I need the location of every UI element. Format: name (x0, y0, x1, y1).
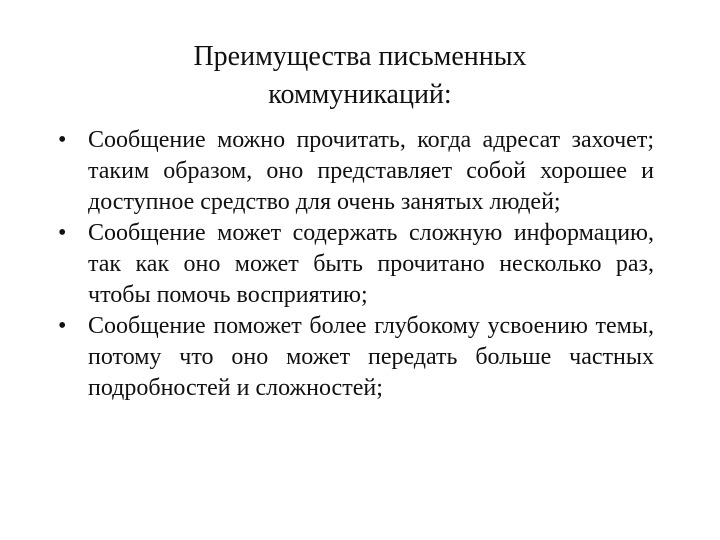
slide-title (0, 38, 720, 114)
bullet-text: Сообщение можно прочитать, когда адресат захочет; таким образом, оно представляет собой хорошее и доступное средство для очень занятых людей; (88, 127, 654, 215)
bullet-text: Сообщение поможет более глубокому усвоению темы, потому что оно может передать больше частных подробностей и сложностей; (88, 313, 654, 401)
bullet-text: Сообщение может содержать сложную информацию, так как оно может быть прочитано несколько раз, чтобы помочь восприятию; (88, 220, 654, 308)
bullet-icon: • (58, 313, 67, 339)
bullet-item (58, 125, 654, 218)
bullet-icon: • (58, 220, 67, 246)
slide-title-line-2: коммуникаций: (268, 79, 452, 110)
bullet-icon: • (58, 127, 67, 153)
bullet-item (58, 311, 654, 404)
bullet-item (58, 218, 654, 311)
bullet-list (58, 125, 654, 404)
slide-title-line-1: Преимущества письменных (193, 41, 527, 72)
